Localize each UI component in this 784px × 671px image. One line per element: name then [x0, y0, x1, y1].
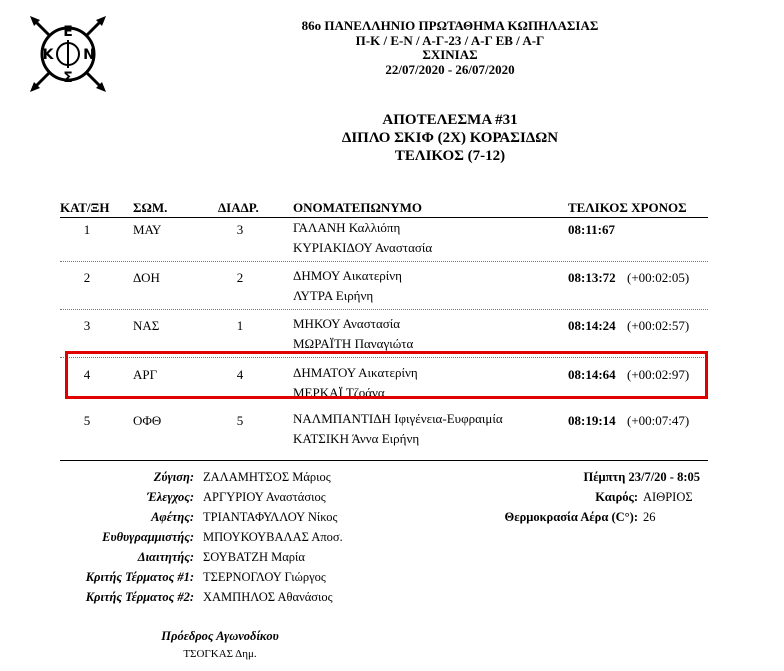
- event-dates: 22/07/2020 - 26/07/2020: [385, 61, 515, 77]
- ekon-logo: [26, 12, 110, 96]
- official-name: ΤΡΙΑΝΤΑΦΥΛΛΟΥ Νίκος: [203, 510, 338, 524]
- row-lane: 3: [236, 222, 244, 237]
- official-name: ΜΠΟΥΚΟΥΒΑΛΑΣ Αποσ.: [203, 530, 343, 544]
- row-names: [293, 314, 413, 354]
- temperature-label: Θερμοκρασία Αέρα (C°):: [504, 510, 638, 524]
- official-name: ΑΡΓΥΡΙΟΥ Αναστάσιος: [203, 490, 326, 504]
- event-title: 86ο ΠΑΝΕΛΛΗΝΙΟ ΠΡΩΤΑΘΗΜΑ ΚΩΠΗΛΑΣΙΑΣ: [301, 18, 599, 33]
- row-diff: (+00:02:57): [627, 318, 690, 333]
- row-club: ΔΟΗ: [133, 270, 160, 285]
- row-names: [293, 266, 402, 306]
- row-diff: (+00:02:97): [627, 367, 690, 382]
- jury-president-title: Πρόεδρος Αγωνοδίκου: [161, 629, 279, 643]
- official-name: ΧΑΜΠΗΛΟΣ Αθανάσιος: [203, 590, 333, 604]
- rower-1: ΔΗΜΑΤΟΥ Αικατερίνη: [293, 365, 418, 380]
- highlight-box: [65, 351, 708, 399]
- col-header-rank: ΚΑΤ/ΞΗ: [60, 200, 110, 215]
- row-rank: 2: [83, 270, 91, 285]
- official-label: Έλεγχος:: [147, 490, 194, 504]
- jury-president-name: ΤΣΟΓΚΑΣ Δημ.: [183, 648, 257, 660]
- official-name: ΤΣΕΡΝΟΓΛΟΥ Γιώργος: [203, 570, 326, 584]
- race-datetime: Πέμπτη 23/7/20 - 8:05: [583, 470, 700, 484]
- row-rank: 3: [83, 318, 91, 333]
- rower-1: ΜΗΚΟΥ Αναστασία: [293, 316, 401, 331]
- row-club: ΝΑΣ: [133, 318, 160, 333]
- row-time: 08:19:14: [568, 413, 616, 428]
- row-names: [293, 218, 432, 258]
- row-divider: [60, 309, 708, 310]
- rower-2: ΚΑΤΣΙΚΗ Άννα Ειρήνη: [293, 431, 420, 446]
- row-rank: 1: [83, 222, 91, 237]
- official-label: Κριτής Τέρματος #1:: [85, 570, 194, 584]
- col-header-lane: ΔΙΑΔΡ.: [218, 200, 259, 215]
- row-club: ΜΑΥ: [133, 222, 162, 237]
- race-stage: ΤΕΛΙΚΟΣ (7-12): [394, 148, 506, 164]
- event-header: [180, 19, 720, 77]
- official-label: Διαιτητής:: [137, 550, 194, 564]
- result-number: ΑΠΟΤΕΛΕΣΜΑ #31: [382, 112, 518, 128]
- rower-1: ΔΗΜΟΥ Αικατερίνη: [293, 268, 402, 283]
- row-lane: 1: [236, 318, 244, 333]
- row-club: ΟΦΘ: [133, 413, 162, 428]
- row-club: ΑΡΓ: [133, 367, 158, 382]
- row-divider: [60, 261, 708, 262]
- official-name: ΖΑΛΑΜΗΤΣΟΣ Μάριος: [203, 470, 331, 484]
- row-diff: (+00:07:47): [627, 413, 690, 428]
- row-time: 08:14:24: [568, 318, 616, 333]
- official-label: Κριτής Τέρματος #2:: [85, 590, 194, 604]
- svg-text:Κ: Κ: [42, 47, 54, 63]
- svg-text:Ε: Ε: [63, 24, 73, 40]
- table-bottom-line: [60, 460, 708, 461]
- svg-text:Σ: Σ: [63, 70, 73, 86]
- race-name: ΔΙΠΛΟ ΣΚΙΦ (2Χ) ΚΟΡΑΣΙΔΩΝ: [341, 130, 559, 146]
- col-header-club: ΣΩΜ.: [133, 200, 168, 215]
- row-lane: 2: [236, 270, 244, 285]
- row-rank: 4: [83, 367, 91, 382]
- event-venue: ΣΧΙΝΙΑΣ: [422, 47, 478, 62]
- rower-1: ΝΑΛΜΠΑΝΤΙΔΗ Ιφιγένεια-Ευφραιμία: [293, 411, 503, 426]
- weather-value: ΑΙΘΡΙΟΣ: [643, 490, 693, 504]
- official-label: Αφέτης:: [151, 510, 194, 524]
- row-names: [293, 409, 503, 449]
- row-rank: 5: [83, 413, 91, 428]
- result-header: [180, 111, 720, 165]
- rower-2: ΛΥΤΡΑ Ειρήνη: [293, 288, 374, 303]
- col-header-time: ΤΕΛΙΚΟΣ ΧΡΟΝΟΣ: [568, 200, 687, 215]
- row-time: 08:14:64: [568, 367, 616, 382]
- rower-1: ΓΑΛΑΝΗ Καλλιόπη: [293, 220, 401, 235]
- row-lane: 5: [236, 413, 244, 428]
- col-header-names: ΟΝΟΜΑΤΕΠΩΝΥΜΟ: [293, 200, 423, 215]
- rower-2: ΜΩΡΑΪΤΗ Παναγιώτα: [293, 336, 414, 351]
- row-time: 08:11:67: [568, 222, 615, 237]
- event-categories: Π-Κ / Ε-Ν / Α-Γ-23 / Α-Γ ΕΒ / Α-Γ: [355, 32, 545, 48]
- weather-label: Καιρός:: [595, 490, 638, 504]
- temperature-value: 26: [643, 510, 656, 524]
- svg-text:Ν: Ν: [83, 47, 95, 63]
- row-lane: 4: [236, 367, 244, 382]
- official-name: ΣΟΥΒΑΤΖΗ Μαρία: [203, 550, 305, 564]
- row-diff: (+00:02:05): [627, 270, 690, 285]
- row-time: 08:13:72: [568, 270, 616, 285]
- rower-2: ΜΕΡΚΑΪ Τζοάνα: [293, 385, 385, 400]
- official-label: Ευθυγραμμιστής:: [102, 530, 194, 544]
- rower-2: ΚΥΡΙΑΚΙΔΟΥ Αναστασία: [293, 240, 433, 255]
- official-label: Ζύγιση:: [153, 470, 194, 484]
